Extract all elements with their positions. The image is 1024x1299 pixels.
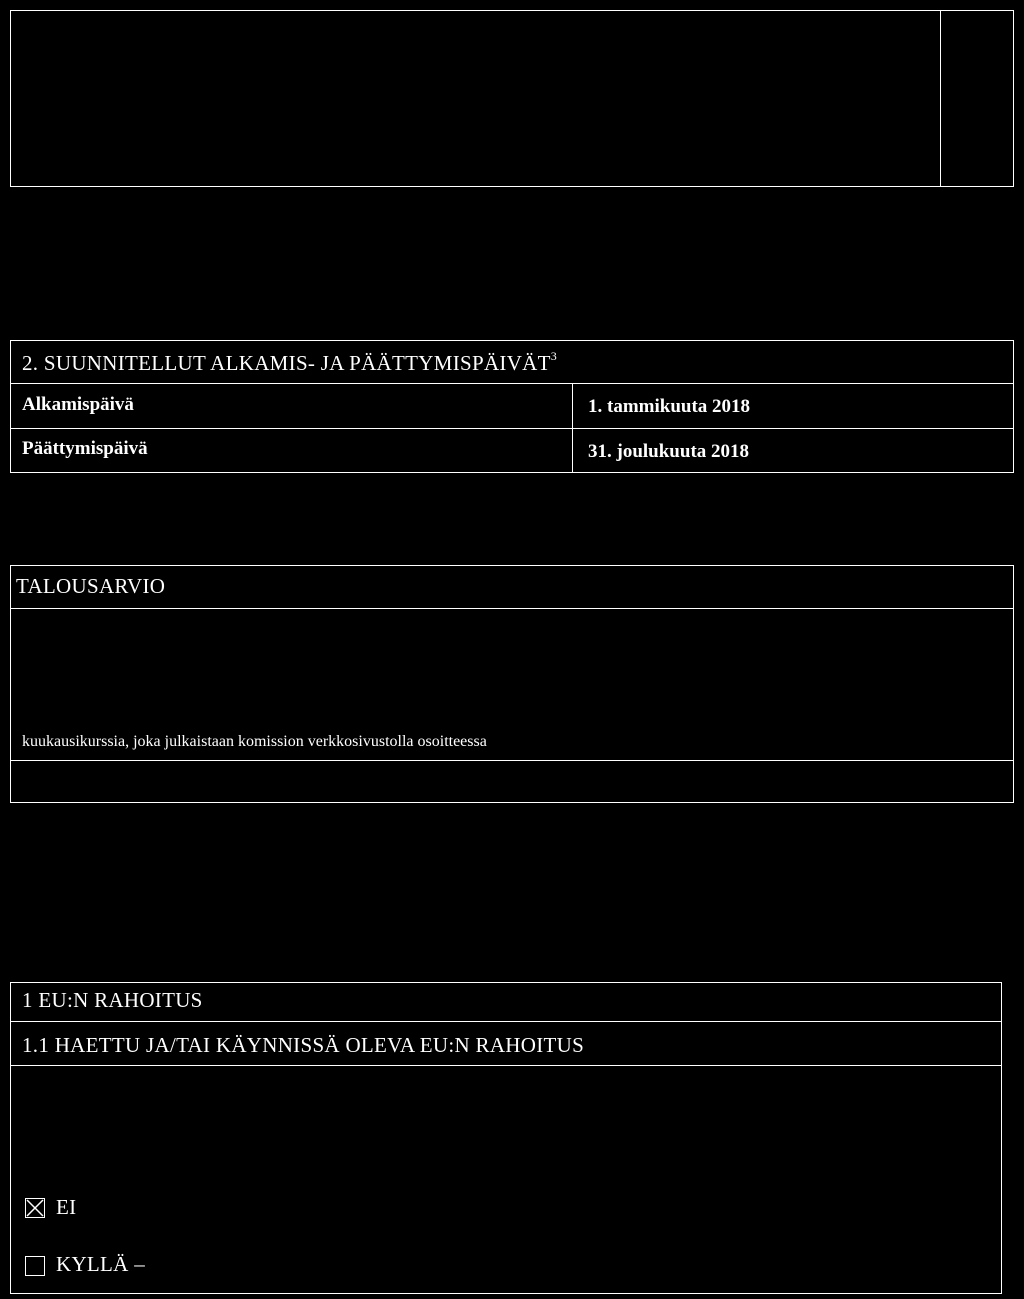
budget-header-rule	[10, 608, 1014, 609]
start-date-value: 1. tammikuuta 2018	[588, 396, 751, 417]
option-no-checkbox[interactable]	[25, 1198, 45, 1218]
funding-header-rule	[10, 1021, 1002, 1022]
budget-title: TALOUSARVIO	[16, 574, 166, 598]
end-date-label: Päättymispäivä	[22, 438, 148, 459]
option-no-label: EI	[56, 1195, 77, 1219]
dates-table-row-rule	[10, 428, 1014, 429]
funding-subheader-rule	[10, 1065, 1002, 1066]
dates-table-header-rule	[10, 383, 1014, 384]
funding-title: 1 EU:N RAHOITUS	[22, 988, 203, 1012]
section-2-title	[22, 349, 557, 376]
checked-cross-icon	[26, 1199, 44, 1217]
funding-box	[10, 982, 1002, 1294]
section-2-footnote-marker: 3	[550, 349, 558, 363]
start-date-label: Alkamispäivä	[22, 394, 134, 415]
section-2-title-text: 2. SUUNNITELLUT ALKAMIS- JA PÄÄTTYMISPÄIVÄT	[22, 351, 551, 375]
top-box-divider	[940, 10, 941, 187]
budget-box	[10, 565, 1014, 803]
dates-table-column-rule	[572, 383, 573, 473]
top-box	[10, 10, 1014, 187]
funding-subtitle: 1.1 HAETTU JA/TAI KÄYNNISSÄ OLEVA EU:N RAHOITUS	[22, 1033, 585, 1057]
budget-body-text: kuukausikurssia, joka julkaistaan komission verkkosivustolla osoitteessa	[22, 733, 487, 750]
option-yes-checkbox[interactable]	[25, 1256, 45, 1276]
end-date-value: 31. joulukuuta 2018	[588, 441, 750, 462]
option-yes-label: KYLLÄ –	[56, 1252, 146, 1276]
budget-body-rule	[10, 760, 1014, 761]
